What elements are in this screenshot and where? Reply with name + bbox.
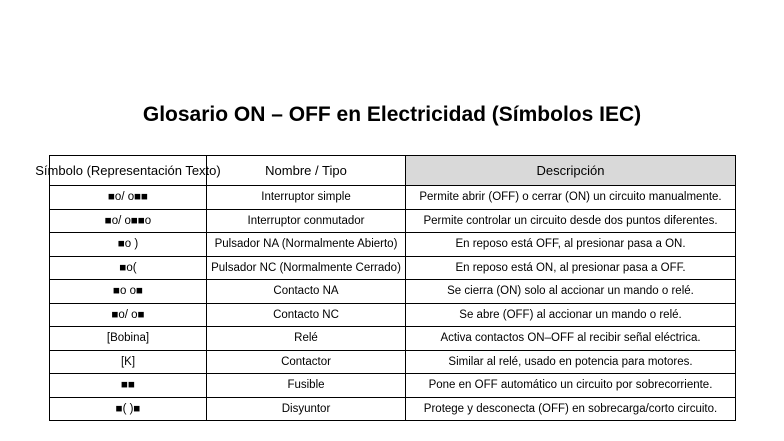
header-description: Descripción xyxy=(406,156,736,186)
page-title: Glosario ON – OFF en Electricidad (Símbolos IEC) xyxy=(142,103,642,126)
cell-name: Pulsador NC (Normalmente Cerrado) xyxy=(207,256,406,280)
cell-name: Fusible xyxy=(207,374,406,398)
cell-symbol: [Bobina] xyxy=(50,327,207,351)
cell-description: Pone en OFF automático un circuito por sobrecorriente. xyxy=(406,374,736,398)
cell-name: Disyuntor xyxy=(207,397,406,421)
cell-name: Relé xyxy=(207,327,406,351)
cell-description: Similar al relé, usado en potencia para motores. xyxy=(406,350,736,374)
table-row xyxy=(50,186,736,210)
cell-description: Protege y desconecta (OFF) en sobrecarga/corto circuito. xyxy=(406,397,736,421)
cell-name: Contacto NC xyxy=(207,303,406,327)
cell-symbol: ■o/ o■■ xyxy=(50,186,207,210)
table-row xyxy=(50,209,736,233)
cell-symbol: ■■ xyxy=(50,374,207,398)
header-name: Nombre / Tipo xyxy=(207,156,406,186)
cell-name: Contacto NA xyxy=(207,280,406,304)
cell-name: Contactor xyxy=(207,350,406,374)
cell-description: En reposo está ON, al presionar pasa a OFF. xyxy=(406,256,736,280)
cell-symbol: ■o( xyxy=(50,256,207,280)
table-row xyxy=(50,233,736,257)
table-header-row xyxy=(50,156,736,186)
cell-description: Activa contactos ON–OFF al recibir señal eléctrica. xyxy=(406,327,736,351)
table-row xyxy=(50,350,736,374)
cell-symbol: [K] xyxy=(50,350,207,374)
table-row xyxy=(50,303,736,327)
table-row xyxy=(50,256,736,280)
cell-description: Permite controlar un circuito desde dos puntos diferentes. xyxy=(406,209,736,233)
header-symbol: Símbolo (Representación Texto) xyxy=(50,156,207,186)
cell-symbol: ■o ) xyxy=(50,233,207,257)
cell-symbol: ■o/ o■ xyxy=(50,303,207,327)
cell-name: Interruptor simple xyxy=(207,186,406,210)
cell-description: En reposo está OFF, al presionar pasa a ON. xyxy=(406,233,736,257)
glossary-table xyxy=(35,155,736,421)
cell-name: Interruptor conmutador xyxy=(207,209,406,233)
cell-description: Permite abrir (OFF) o cerrar (ON) un circuito manualmente. xyxy=(406,186,736,210)
table-row xyxy=(50,327,736,351)
table-row xyxy=(50,397,736,421)
table-row xyxy=(50,374,736,398)
cell-symbol: ■o o■ xyxy=(50,280,207,304)
cell-description: Se cierra (ON) solo al accionar un mando o relé. xyxy=(406,280,736,304)
cell-symbol: ■o/ o■■o xyxy=(50,209,207,233)
cell-name: Pulsador NA (Normalmente Abierto) xyxy=(207,233,406,257)
cell-symbol: ■( )■ xyxy=(50,397,207,421)
cell-description: Se abre (OFF) al accionar un mando o relé. xyxy=(406,303,736,327)
table-row xyxy=(50,280,736,304)
